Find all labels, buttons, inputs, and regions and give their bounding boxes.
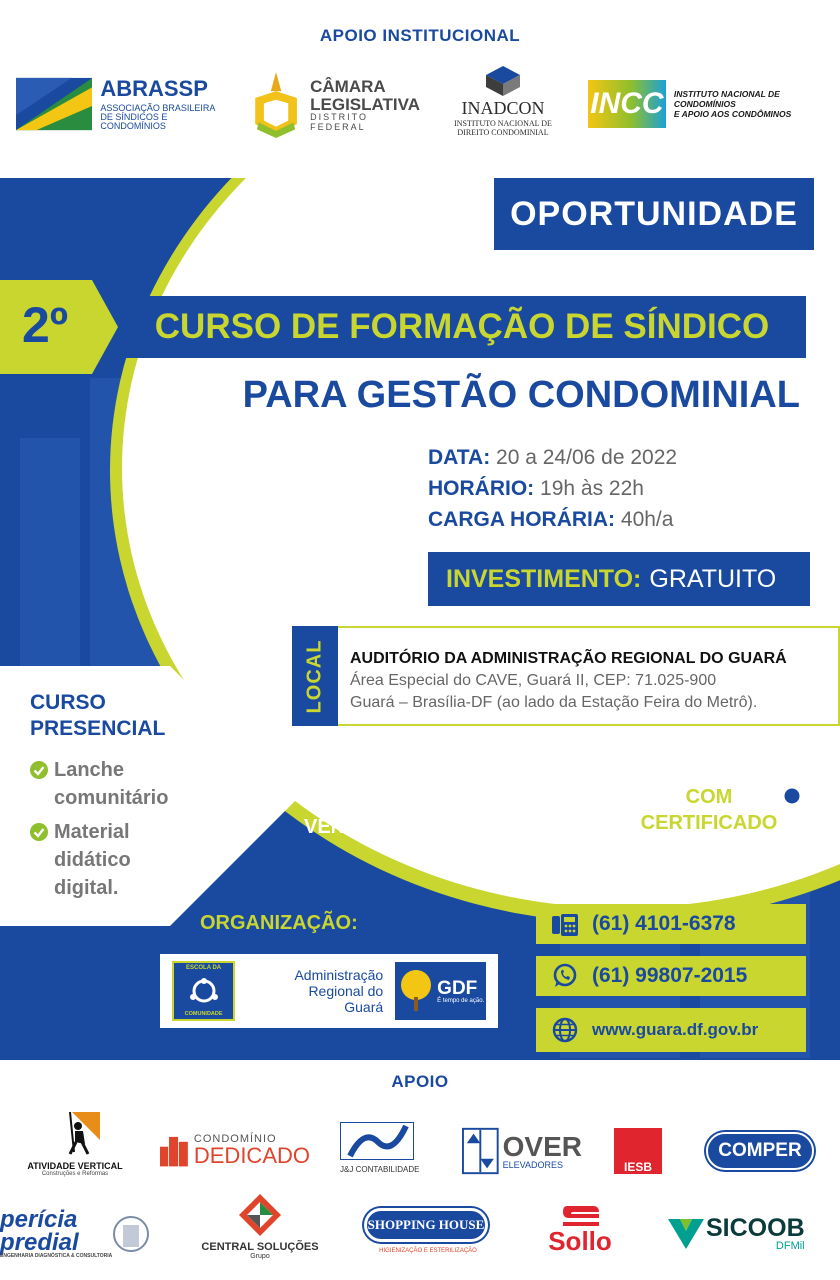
over-elevadores-logo — [462, 1126, 582, 1176]
climber-icon — [50, 1112, 100, 1156]
central-sub: Grupo — [250, 1253, 270, 1260]
incc-line1: INSTITUTO NACIONAL DE CONDOMÍNIOS — [673, 88, 780, 109]
benefit1-line2: comunitário — [54, 787, 169, 809]
date-label: DATA: — [428, 446, 491, 469]
abrassp-flag-icon — [16, 76, 92, 132]
central-diamond-icon — [239, 1194, 281, 1236]
jj-sub: CONTABILIDADE — [355, 1165, 420, 1174]
location-details — [350, 648, 787, 714]
abrassp-sub1: ASSOCIAÇÃO BRASILEIRA — [100, 102, 216, 113]
check-circle-icon — [30, 823, 48, 841]
opportunity-banner: OPORTUNIDADE — [494, 178, 814, 250]
escola-comunidade-logo — [172, 961, 235, 1021]
sicoob-mark-icon — [668, 1219, 704, 1249]
comper-logo — [706, 1132, 814, 1170]
incc-mark-icon — [588, 80, 666, 128]
abrassp-name: ABRASSP — [100, 75, 208, 101]
incc-letters: INCC — [590, 87, 664, 120]
central-name: CENTRAL SOLUÇÕES — [201, 1241, 319, 1253]
benefit-snack — [30, 756, 168, 812]
condominio-line2: DEDICADO — [193, 1142, 310, 1168]
incc-line2: E APOIO AOS CONDÔMINOS — [673, 109, 792, 120]
atividade-sub: Construções e Reformas — [41, 1171, 109, 1177]
condominio-line1: CONDOMÍNIO — [193, 1132, 277, 1145]
camara-line2: LEGISLATIVA — [310, 94, 420, 114]
shopping-sub: HIGIENIZAÇÃO E ESTERILIZAÇÃO — [379, 1248, 477, 1254]
investment-value: GRATUITO — [649, 564, 777, 593]
course-type-line2: PRESENCIAL — [30, 717, 166, 740]
title-line1: CURSO DE FORMAÇÃO DE SÍNDICO — [118, 296, 806, 358]
inadcon-sub2: DIREITO CONDOMINIAL — [457, 128, 549, 137]
benefit-material — [30, 818, 131, 902]
sollo-name: Sollo — [548, 1226, 612, 1256]
gdf-name: GDF — [437, 977, 478, 999]
phone2-box[interactable] — [536, 956, 806, 996]
organization-logos — [160, 954, 498, 1028]
more-info-title: MAIS INFORMAÇÕES: — [536, 870, 749, 892]
check-circle-icon — [30, 761, 48, 779]
course-type-line1: CURSO — [30, 691, 106, 714]
gdf-logo — [395, 962, 486, 1020]
audience-line2: CONSELHEIRO E CONDÔMINO — [304, 790, 602, 812]
abrassp-logo — [16, 76, 226, 132]
time-label: HORÁRIO: — [428, 477, 535, 500]
gdf-sub: É tempo de ação. — [437, 997, 485, 1004]
location-venue: AUDITÓRIO DA ADMINISTRAÇÃO REGIONAL DO GUARÁ — [350, 650, 787, 667]
audience-callout — [304, 762, 602, 840]
camara-emblem-icon — [250, 67, 302, 143]
sicoob-name: SICOOB — [706, 1214, 805, 1242]
phone2-number: (61) 99807-2015 — [592, 964, 748, 987]
certificate-line2: CERTIFICADO — [640, 812, 778, 834]
inadcon-cube-icon — [486, 66, 520, 96]
pericia-building-icon — [112, 1215, 150, 1253]
abrassp-sub2: DE SÍNDICOS E CONDOMÍNIOS — [100, 111, 168, 131]
admin-line2: Regional do Guará — [308, 983, 384, 1015]
over-sub: ELEVADORES — [502, 1159, 563, 1170]
escola-bottom: COMUNIDADE — [184, 1011, 223, 1017]
globe-icon — [552, 1017, 578, 1043]
atividade-vertical-logo — [20, 1112, 130, 1180]
institutional-support-section — [0, 0, 840, 178]
jj-contabilidade-logo — [340, 1122, 440, 1180]
institutional-support-title: APOIO INSTITUCIONAL — [319, 26, 521, 45]
location-label: LOCAL — [303, 639, 326, 713]
edition-number: 2º — [22, 297, 69, 353]
audience-line1: SÍNDICO, SUBSÍNDICO, — [304, 764, 530, 786]
building-icon — [160, 1130, 188, 1170]
benefit2-line1: Material — [54, 821, 130, 843]
date-value: 20 a 24/06 de 2022 — [496, 446, 678, 469]
incc-logo — [588, 78, 828, 130]
admin-line1: Administração — [294, 967, 384, 983]
iesb-logo — [614, 1128, 662, 1174]
condominio-dedicado-logo — [160, 1128, 310, 1172]
investment-banner — [428, 552, 810, 606]
camara-legislativa-logo — [250, 66, 420, 144]
pericia-line1: perícia — [0, 1205, 78, 1233]
phone1-number: (61) 4101-6378 — [592, 912, 736, 935]
pericia-predial-logo — [0, 1204, 160, 1264]
website-box[interactable] — [536, 1008, 806, 1052]
camara-line3: DISTRITO FEDERAL — [310, 112, 368, 132]
inadcon-logo — [448, 66, 558, 148]
location-address: Área Especial do CAVE, Guará II, CEP: 71.025-900 — [350, 672, 717, 689]
course-details — [428, 442, 677, 535]
time-value: 19h às 22h — [540, 477, 644, 500]
shopping-house-logo — [364, 1208, 492, 1262]
inadcon-name: INADCON — [461, 98, 545, 118]
central-solucoes-logo — [200, 1194, 320, 1270]
sollo-mark-icon — [559, 1202, 601, 1228]
sicoob-sub: DFMil — [775, 1240, 805, 1252]
investment-label: INVESTIMENTO: — [446, 564, 642, 593]
office-phone-icon — [552, 912, 578, 936]
comper-name: COMPER — [718, 1140, 802, 1161]
certificate-line1: COM — [685, 786, 733, 808]
community-icon — [189, 977, 219, 1005]
iesb-name: IESB — [623, 1160, 652, 1174]
load-value: 40h/a — [620, 508, 674, 531]
sponsors-section — [0, 1060, 840, 1280]
ipe-tree-icon — [399, 969, 433, 1013]
pericia-line2: predial — [0, 1228, 79, 1256]
atividade-name: ATIVIDADE VERTICAL — [27, 1161, 123, 1171]
sollo-logo — [540, 1202, 620, 1266]
benefit1-line1: Lanche — [54, 759, 125, 781]
over-name: OVER — [502, 1130, 582, 1162]
audience-line3: VENHAM PARTICIPAR! — [304, 816, 523, 838]
sponsors-title: APOIO — [391, 1072, 449, 1091]
phone1-box[interactable] — [536, 904, 806, 944]
shopping-name: SHOPPING HOUSE — [367, 1217, 485, 1232]
sicoob-logo — [668, 1210, 818, 1258]
inadcon-sub1: INSTITUTO NACIONAL DE — [454, 119, 552, 128]
benefit2-line2: didático — [54, 849, 131, 871]
jj-mark-icon — [340, 1122, 414, 1160]
escola-top: ESCOLA DA — [186, 965, 222, 971]
jj-name: J&J — [340, 1165, 354, 1174]
benefit2-line3: digital. — [54, 877, 119, 899]
course-type — [30, 690, 165, 742]
shopping-house-badge — [364, 1208, 488, 1242]
poster-main — [0, 178, 840, 1060]
camara-line1: CÂMARA — [310, 76, 386, 96]
certificate-icon — [740, 756, 806, 820]
location-city: Guará – Brasília-DF (ao lado da Estação Feira do Metrô). — [350, 694, 758, 711]
website-url: www.guara.df.gov.br — [592, 1020, 759, 1039]
title-line2: PARA GESTÃO CONDOMINIAL — [242, 374, 800, 416]
pericia-sub: ENGENHARIA DIAGNÓSTICA & CONSULTORIA — [0, 1253, 113, 1260]
organization-title: ORGANIZAÇÃO: — [200, 912, 358, 934]
whatsapp-icon — [552, 963, 578, 989]
load-label: CARGA HORÁRIA: — [428, 508, 616, 531]
elevator-icon — [462, 1127, 499, 1175]
